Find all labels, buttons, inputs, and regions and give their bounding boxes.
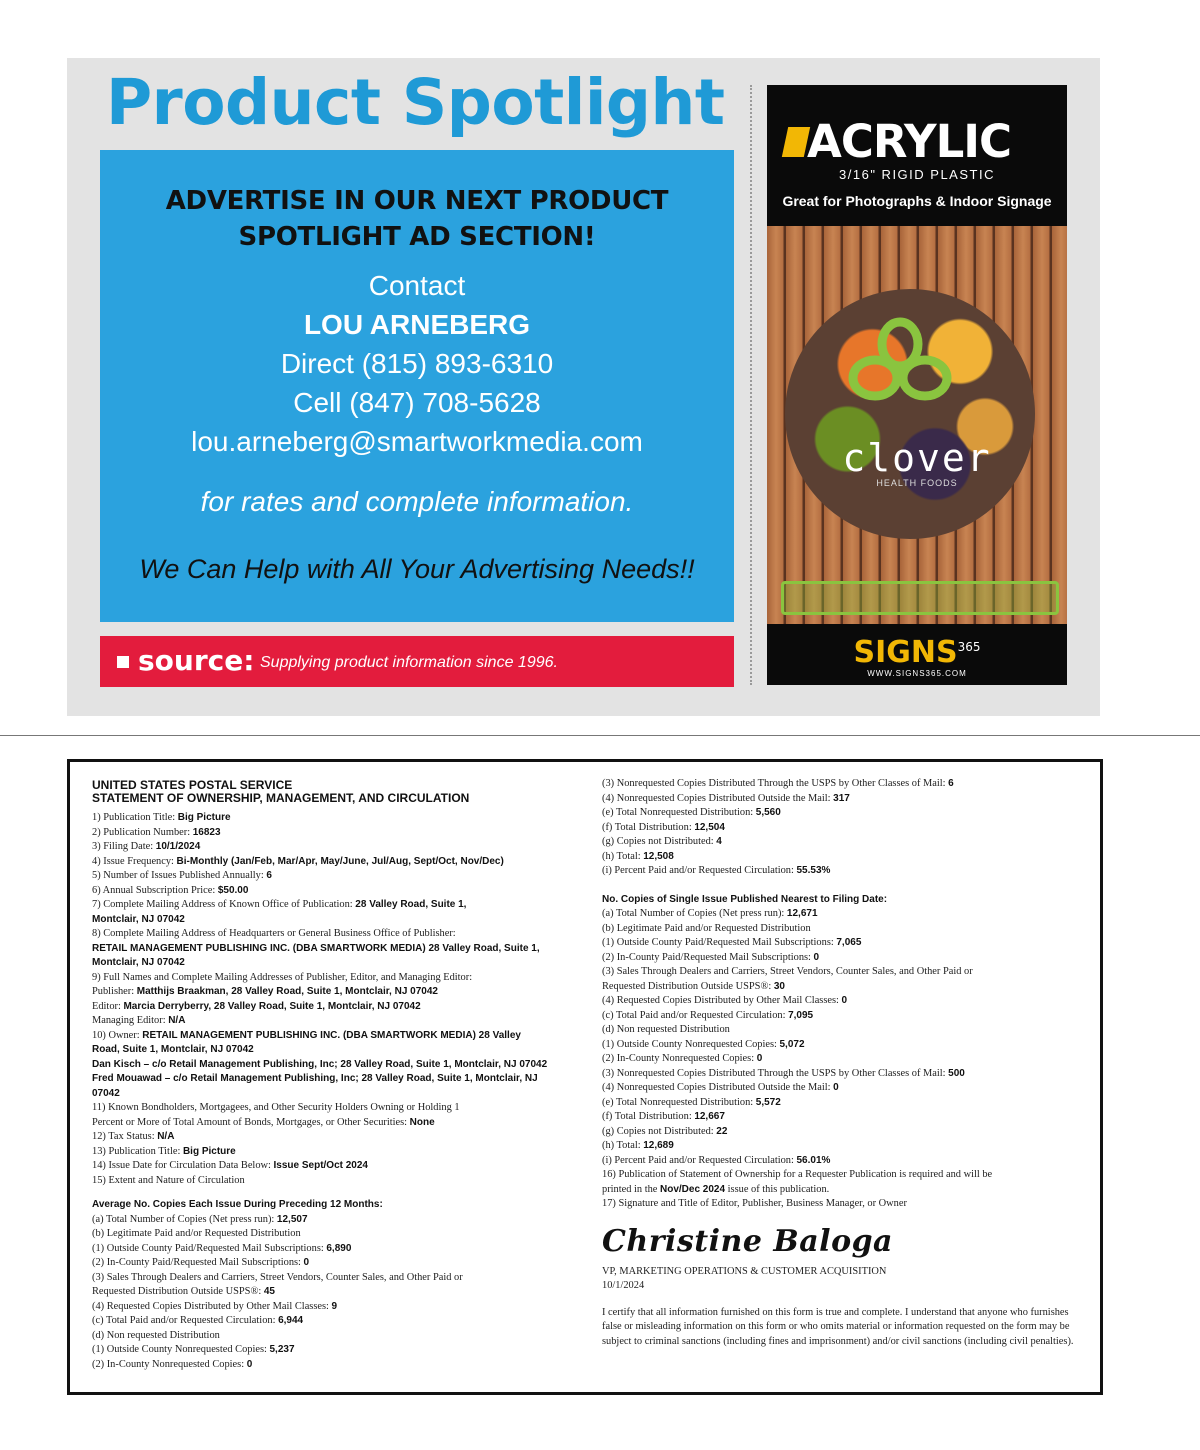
statement-line-value: Marcia Derryberry, 28 Valley Road, Suite 1, Montclair, NJ 07042 [123, 1000, 421, 1012]
statement-line-label: (4) Nonrequested Copies Distributed Outside the Mail: [602, 792, 834, 804]
statement-line-label: 3) Filing Date: [92, 841, 156, 852]
statement-line-label: (g) Copies not Distributed: [602, 836, 717, 847]
statement-line [92, 1159, 572, 1174]
statement-line-label: (1) Outside County Nonrequested Copies: [92, 1344, 270, 1355]
acrylic-brand: ACRYLIC [807, 115, 1012, 168]
statement-header-2: STATEMENT OF OWNERSHIP, MANAGEMENT, AND CIRCULATION [92, 791, 470, 805]
statement-line-label: (2) In-County Nonrequested Copies: [92, 1358, 247, 1370]
statement-line-label: Percent or More of Total Amount of Bonds, Mortgages, or Other Securities: [92, 1116, 410, 1128]
average-list-part-2 [602, 777, 1082, 879]
statement-line-value: 0 [303, 1257, 310, 1268]
acrylic-sign-photo [767, 226, 1067, 624]
statement-line-value: RETAIL MANAGEMENT PUBLISHING INC. (DBA SMARTWORK MEDIA) 28 Valley Road, Suite 1, [92, 942, 540, 954]
statement-line-label: (4) Requested Copies Distributed by Other Mail Classes: [602, 995, 842, 1006]
statement-line-label: (3) Nonrequested Copies Distributed Through the USPS by Other Classes of Mail: [602, 1067, 949, 1079]
statement-line-label: (d) Non requested Distribution [602, 1024, 730, 1035]
statement-line-label: (3) Nonrequested Copies Distributed Through the USPS by Other Classes of Mail: [602, 778, 949, 789]
statement-line-value: 7,065 [836, 937, 862, 948]
square-bullet-icon [117, 656, 129, 668]
contact-name: LOU ARNEBERG [303, 309, 531, 340]
statement-line [602, 1139, 1082, 1154]
statement-line [92, 1174, 572, 1189]
statement-line-value: 12,689 [643, 1140, 674, 1151]
statement-line-value: 9 [331, 1300, 338, 1312]
statement-line-value: 4 [716, 836, 722, 847]
statement-line [602, 835, 1082, 850]
statement-line [92, 1300, 572, 1315]
statement-line [602, 1023, 1082, 1038]
statement-line-value: Fred Mouawad – c/o Retail Management Publishing, Inc; 28 Valley Road, Suite 1, Montclair, NJ [92, 1073, 538, 1084]
statement-line-value: 0 [246, 1358, 253, 1370]
statement-line [92, 927, 572, 942]
statement-line [602, 980, 1082, 995]
statement-left-column [92, 779, 572, 1372]
statement-line-value: Dan Kisch – c/o Retail Management Publishing, Inc; 28 Valley Road, Suite 1, Montclair, NJ 07042 [92, 1058, 548, 1070]
statement-line-value: 500 [948, 1067, 965, 1079]
statement-line-value: $50.00 [217, 884, 249, 896]
clover-sign-text: clover [842, 436, 992, 480]
statement-line [92, 956, 572, 971]
green-tray [781, 581, 1059, 615]
dotted-divider [750, 85, 752, 685]
statement-line-label: (f) Total Distribution: [602, 821, 695, 833]
statement-line [602, 1052, 1082, 1067]
signer-title: VP, MARKETING OPERATIONS & CUSTOMER ACQUISITION [602, 1265, 887, 1277]
statement-line-label: (a) Total Number of Copies (Net press run): [92, 1213, 277, 1225]
item-16-line-1: 16) Publication of Statement of Ownership for a Requester Publication is required and will be [602, 1169, 993, 1180]
statement-line [92, 898, 572, 913]
contact-email-link[interactable]: lou.arneberg@smartworkmedia.com [191, 426, 643, 457]
statement-line-label: 2) Publication Number: [92, 826, 193, 838]
statement-line-label: (a) Total Number of Copies (Net press run): [602, 908, 787, 919]
statement-line-label: (c) Total Paid and/or Requested Circulation: [92, 1315, 279, 1326]
statement-line [602, 1081, 1082, 1096]
statement-line-value: 6 [266, 870, 272, 881]
statement-line-label: Managing Editor: [92, 1015, 169, 1026]
statement-line [92, 942, 572, 957]
statement-line [602, 1125, 1082, 1140]
signs365-url[interactable]: WWW.SIGNS365.COM [867, 669, 967, 678]
advertise-headline-2: SPOTLIGHT AD SECTION! [238, 222, 596, 252]
statement-line [92, 1343, 572, 1358]
source-tagline: Supplying product information since 1996. [260, 654, 558, 671]
statement-line [92, 985, 572, 1000]
statement-line-label: 8) Complete Mailing Address of Headquarters or General Business Office of Publisher: [92, 928, 456, 939]
statement-line-value: 12,671 [786, 908, 818, 919]
statement-line [92, 1029, 572, 1044]
clover-sign-subtext: HEALTH FOODS [876, 478, 958, 488]
statement-line-label: (3) Sales Through Dealers and Carriers, Street Vendors, Counter Sales, and Other Paid or [602, 966, 973, 977]
advertise-headline-1: ADVERTISE IN OUR NEXT PRODUCT [165, 186, 669, 216]
statement-line-label: Editor: [92, 1000, 124, 1012]
statement-line-value: Big Picture [177, 812, 231, 823]
statement-line [92, 884, 572, 899]
statement-line-label: (d) Non requested Distribution [92, 1329, 220, 1341]
statement-line [92, 1058, 572, 1073]
statement-line-label: (1) Outside County Nonrequested Copies: [602, 1038, 780, 1050]
statement-line [602, 864, 1082, 879]
signs365-superscript: 365 [957, 640, 981, 654]
statement-line-label: (1) Outside County Paid/Requested Mail Subscriptions: [92, 1242, 327, 1254]
statement-line-value: 0 [833, 1082, 839, 1093]
statement-line [92, 1314, 572, 1329]
statement-line-label: 14) Issue Date for Circulation Data Below: [92, 1160, 274, 1171]
statement-line-value: 56.01% [796, 1154, 831, 1166]
statement-line [602, 806, 1082, 821]
section-divider [0, 735, 1200, 736]
statement-line-label: (e) Total Nonrequested Distribution: [602, 1096, 756, 1108]
statement-line-label: (2) In-County Paid/Requested Mail Subscriptions: [602, 951, 814, 963]
statement-line-label: 7) Complete Mailing Address of Known Office of Publication: [92, 899, 356, 910]
statement-line-label: (b) Legitimate Paid and/or Requested Distribution [92, 1228, 301, 1239]
statement-line-label: 9) Full Names and Complete Mailing Addresses of Publisher, Editor, and Managing Editor: [92, 971, 473, 983]
statement-line [92, 1242, 572, 1257]
single-issue-list [602, 907, 1082, 1168]
statement-line-label: (c) Total Paid and/or Requested Circulation: [602, 1009, 789, 1021]
statement-line [602, 907, 1082, 922]
rates-note: for rates and complete information. [200, 486, 634, 517]
statement-line-value: 5,560 [755, 807, 781, 818]
statement-line-value: 6,890 [326, 1242, 352, 1254]
statement-line-label: (i) Percent Paid and/or Requested Circulation: [602, 1154, 797, 1166]
statement-line [92, 1072, 572, 1087]
statement-line-value: 0 [813, 951, 820, 963]
statement-line [92, 1145, 572, 1160]
signs365-logo [767, 635, 1067, 670]
statement-line [92, 1000, 572, 1015]
statement-line-value: None [409, 1116, 435, 1128]
statement-line-value: 12,667 [694, 1111, 725, 1122]
statement-line-value: 16823 [192, 826, 221, 838]
signature: Christine Baloga [602, 1223, 893, 1259]
statement-line [92, 840, 572, 855]
statement-line-value: N/A [168, 1015, 186, 1026]
statement-line-value: 5,572 [755, 1096, 781, 1108]
statement-line-label: 6) Annual Subscription Price: [92, 884, 218, 896]
statement-line [92, 869, 572, 884]
statement-line [602, 1154, 1082, 1169]
statement-line-label: Requested Distribution Outside USPS®: [92, 1286, 264, 1297]
statement-line-value: 7,095 [788, 1009, 814, 1021]
sign-date: 10/1/2024 [602, 1280, 645, 1291]
acrylic-subtitle: 3/16" RIGID PLASTIC [839, 167, 995, 182]
single-issue-header: No. Copies of Single Issue Published Nearest to Filing Date: [602, 893, 888, 905]
statement-line [92, 855, 572, 870]
statement-line [92, 811, 572, 826]
statement-line [92, 1130, 572, 1145]
source-logo-text: source: [138, 644, 255, 677]
statement-line [602, 792, 1082, 807]
cell-phone[interactable]: Cell (847) 708-5628 [293, 387, 541, 418]
statement-line-label: (2) In-County Paid/Requested Mail Subscriptions: [92, 1257, 304, 1268]
statement-line-value: 22 [716, 1125, 728, 1137]
statement-line-label: 13) Publication Title: [92, 1145, 183, 1157]
statement-line [92, 1116, 572, 1131]
statement-line [602, 951, 1082, 966]
statement-line [92, 1271, 572, 1286]
statement-line-value: 30 [773, 980, 785, 992]
statement-line-value: 12,504 [694, 821, 725, 833]
average-header: Average No. Copies Each Issue During Preceding 12 Months: [92, 1199, 383, 1210]
statement-line-value: Big Picture [182, 1145, 236, 1157]
item-17: 17) Signature and Title of Editor, Publisher, Business Manager, or Owner [602, 1198, 907, 1209]
statement-line [602, 994, 1082, 1009]
statement-line-label: (g) Copies not Distributed: [602, 1125, 717, 1137]
statement-line-label: (1) Outside County Paid/Requested Mail Subscriptions: [602, 937, 837, 948]
statement-line-value: Montclair, NJ 07042 [92, 913, 185, 925]
statement-line [92, 1358, 572, 1373]
spotlight-title: Product Spotlight [106, 66, 725, 139]
statement-line-value: 6 [948, 778, 954, 789]
statement-line [602, 821, 1082, 836]
direct-phone[interactable]: Direct (815) 893-6310 [280, 348, 554, 379]
statement-line-label: (e) Total Nonrequested Distribution: [602, 807, 756, 818]
statement-line [92, 1043, 572, 1058]
contact-label: Contact [368, 270, 466, 301]
acrylic-advertisement[interactable] [767, 85, 1067, 685]
statement-line-label: 15) Extent and Nature of Circulation [92, 1174, 245, 1186]
statement-line [602, 850, 1082, 865]
statement-line [92, 1256, 572, 1271]
statement-line-value: 0 [756, 1053, 763, 1064]
statement-line [602, 1009, 1082, 1024]
statement-line-value: 10/1/2024 [155, 841, 201, 852]
average-list-part-1 [92, 1213, 572, 1373]
statement-line [602, 1038, 1082, 1053]
statement-line-value: 317 [833, 792, 850, 804]
statement-line-value: 55.53% [796, 865, 831, 876]
statement-line-label: Publisher: [92, 986, 137, 997]
statement-right-column [602, 777, 1082, 1349]
statement-line-label: 10) Owner: [92, 1029, 143, 1041]
clover-logo-icon [845, 316, 955, 416]
signs365-name: SIGNS [853, 635, 958, 670]
statement-line-value: 0 [841, 995, 848, 1006]
statement-line-label: (3) Sales Through Dealers and Carriers, Street Vendors, Counter Sales, and Other Paid or [92, 1271, 463, 1283]
statement-line-value: Issue Sept/Oct 2024 [273, 1160, 368, 1171]
item-16-line-2: printed in the Nov/Dec 2024 issue of this publication. [602, 1183, 830, 1195]
source-banner [100, 636, 734, 687]
statement-items [92, 811, 572, 1188]
statement-line-label: (i) Percent Paid and/or Requested Circulation: [602, 865, 797, 876]
statement-line [602, 1067, 1082, 1082]
statement-line-label: 11) Known Bondholders, Mortgagees, and Other Security Holders Owning or Holding 1 [92, 1102, 460, 1113]
statement-line [92, 1213, 572, 1228]
statement-line-value: 12,507 [276, 1213, 308, 1225]
statement-line-label: 12) Tax Status: [92, 1131, 158, 1142]
statement-line-label: (h) Total: [602, 1140, 644, 1151]
statement-line-value: 6,944 [278, 1315, 304, 1326]
statement-line [602, 777, 1082, 792]
statement-line [92, 913, 572, 928]
statement-line-value: 5,237 [269, 1344, 295, 1355]
statement-line-label: Requested Distribution Outside USPS®: [602, 980, 774, 992]
certification-text: I certify that all information furnished on this form is true and complete. I understand that anyone who furnishes false or misleading information on this form or who omits material or information requested on the form may be subject to criminal sanctions (including fines and imprisonment) and/or civil sanctions (including civil penalties). [602, 1306, 1074, 1347]
statement-line-value: 45 [263, 1286, 275, 1297]
statement-line-value: Bi-Monthly (Jan/Feb, Mar/Apr, May/June, Jul/Aug, Sept/Oct, Nov/Dec) [176, 855, 504, 867]
statement-line [602, 922, 1082, 937]
acrylic-tagline: Great for Photographs & Indoor Signage [782, 193, 1052, 209]
statement-line-label: 1) Publication Title: [92, 812, 178, 823]
statement-line-value: 07042 [92, 1087, 120, 1099]
statement-line [92, 1087, 572, 1102]
statement-line-label: 5) Number of Issues Published Annually: [92, 870, 267, 881]
advertise-box [100, 150, 734, 622]
statement-line [92, 1014, 572, 1029]
statement-line [602, 936, 1082, 951]
statement-line [92, 1101, 572, 1116]
statement-line [92, 1227, 572, 1242]
ownership-statement [67, 759, 1103, 1395]
statement-line-label: 4) Issue Frequency: [92, 855, 177, 867]
statement-line-value: Road, Suite 1, Montclair, NJ 07042 [92, 1044, 254, 1055]
statement-line [92, 826, 572, 841]
statement-line-label: (4) Requested Copies Distributed by Other Mail Classes: [92, 1300, 332, 1312]
statement-line [92, 1329, 572, 1344]
statement-line-value: 5,072 [779, 1038, 805, 1050]
statement-line-value: 28 Valley Road, Suite 1, [355, 899, 467, 910]
statement-line-value: Matthijs Braakman, 28 Valley Road, Suite 1, Montclair, NJ 07042 [136, 986, 438, 997]
statement-line-value: Montclair, NJ 07042 [92, 957, 185, 968]
statement-line-label: (f) Total Distribution: [602, 1111, 695, 1122]
acrylic-logo-mark-icon [782, 127, 810, 157]
statement-line-value: 12,508 [643, 850, 674, 862]
statement-line-value: RETAIL MANAGEMENT PUBLISHING INC. (DBA SMARTWORK MEDIA) 28 Valley [142, 1029, 521, 1041]
statement-line-label: (h) Total: [602, 850, 644, 862]
statement-line [602, 965, 1082, 980]
statement-header-1: UNITED STATES POSTAL SERVICE [92, 778, 293, 792]
statement-line-label: (2) In-County Nonrequested Copies: [602, 1053, 757, 1064]
statement-line [602, 1096, 1082, 1111]
statement-line-label: (4) Nonrequested Copies Distributed Outside the Mail: [602, 1082, 834, 1093]
statement-line-label: (b) Legitimate Paid and/or Requested Distribution [602, 922, 811, 934]
statement-line [602, 1110, 1082, 1125]
advertising-slogan: We Can Help with All Your Advertising Needs!! [139, 554, 695, 584]
statement-line [92, 1285, 572, 1300]
statement-line-value: N/A [157, 1131, 175, 1142]
statement-line [92, 971, 572, 986]
